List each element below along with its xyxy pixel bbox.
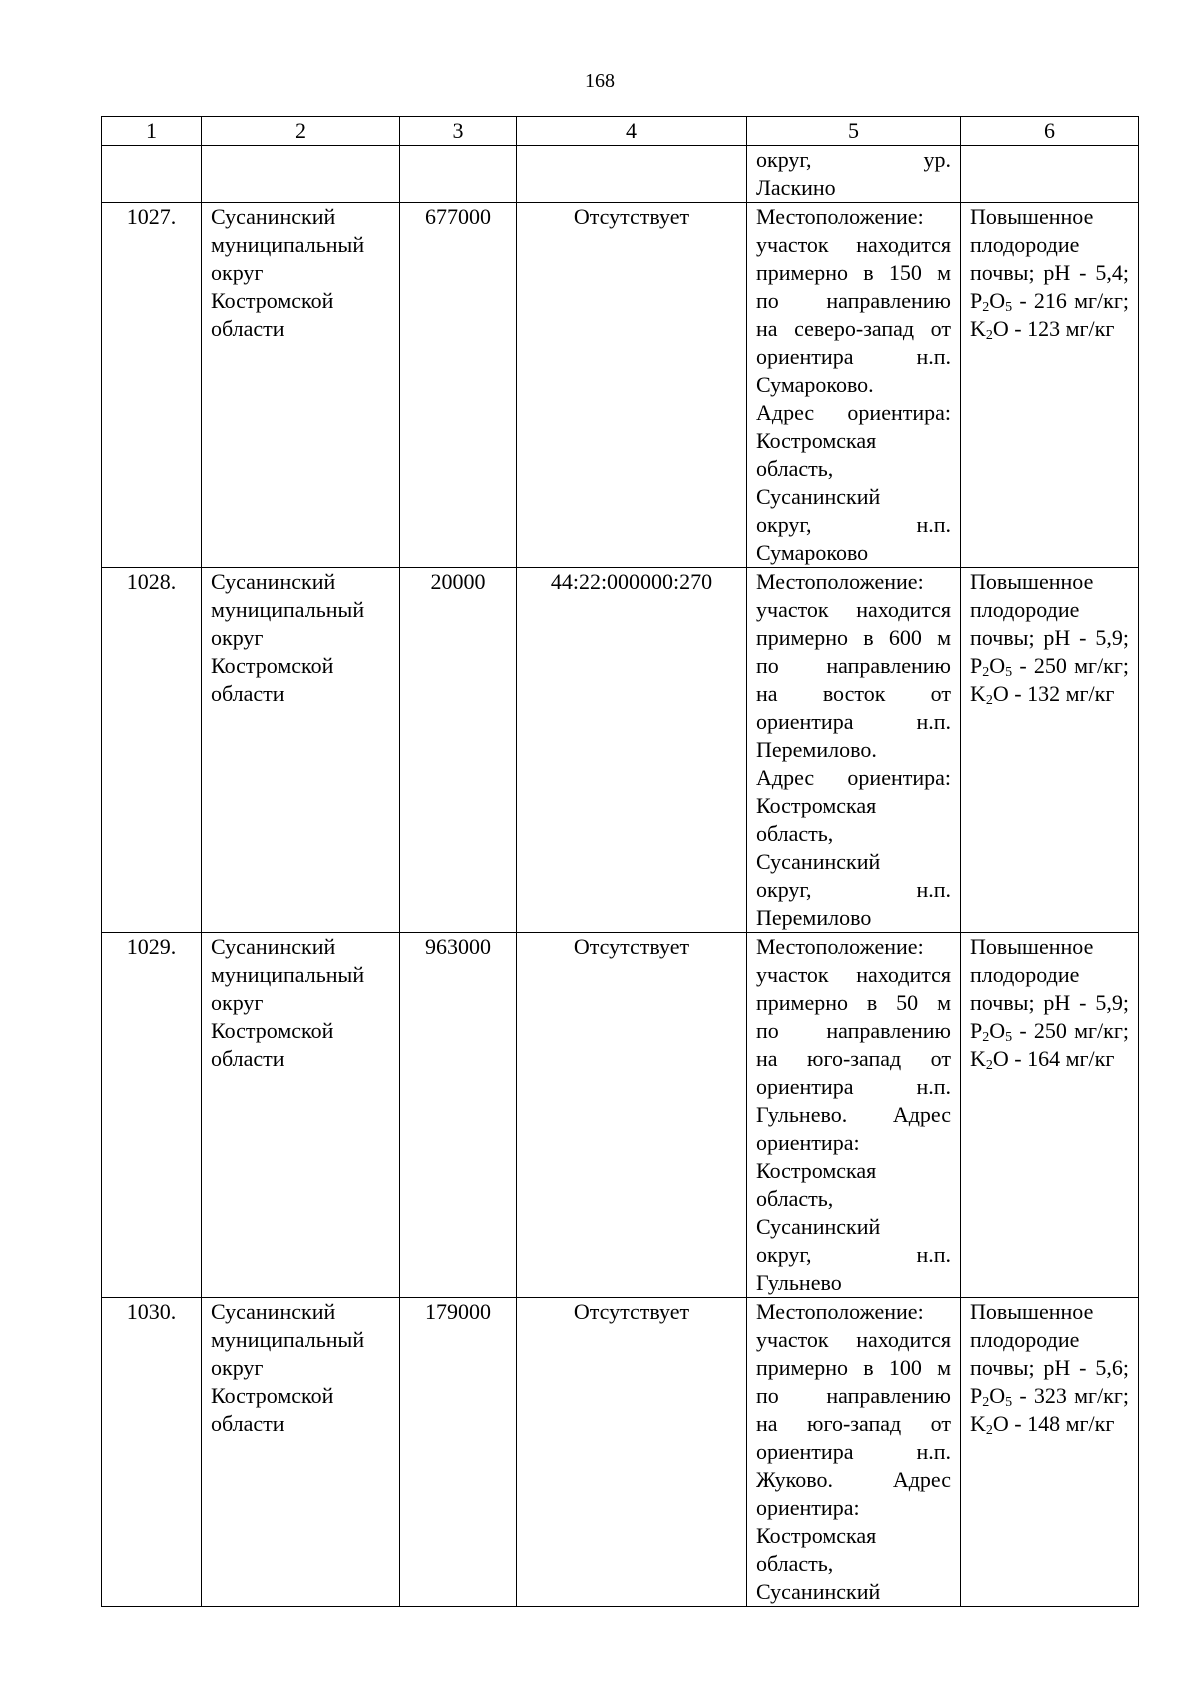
continuation-row bbox=[102, 146, 1139, 203]
location-line: участок находится bbox=[756, 232, 951, 257]
soil-unit: мг/кг bbox=[1074, 1383, 1123, 1408]
location-line: Костромская bbox=[756, 1158, 877, 1183]
column-number-6: 6 bbox=[961, 117, 1139, 146]
district-line: Костромской bbox=[211, 1383, 334, 1408]
location-line: ориентира н.п. bbox=[756, 709, 951, 734]
location-line: Гульнево bbox=[756, 1270, 842, 1295]
table-row bbox=[102, 568, 1139, 933]
district-line: области bbox=[211, 1046, 285, 1071]
row-number-cell: 1029. bbox=[102, 933, 202, 1298]
location-line: на юго-запад от bbox=[756, 1411, 951, 1436]
soil-unit: мг/кг bbox=[1065, 1046, 1115, 1071]
soil-k2o-value: 164 bbox=[1027, 1046, 1061, 1071]
district-cell bbox=[202, 933, 400, 1298]
location-line: Ласкино bbox=[756, 175, 836, 200]
district-line: муниципальный bbox=[211, 232, 365, 257]
district-line: муниципальный bbox=[211, 962, 365, 987]
cadastral-cell bbox=[517, 146, 747, 203]
soil-prefix: Повышенное плодородие почвы; pH - bbox=[970, 934, 1096, 1015]
district-line: округ bbox=[211, 625, 264, 650]
area-cell: 20000 bbox=[400, 568, 517, 933]
location-line: округ, н.п. bbox=[756, 512, 951, 537]
soil-cell: Повышенное плодородие почвы; pH - 5,9; $P_2O_5 - 250$ мг/кг; $K_2O - 164$ мг/кг bbox=[961, 933, 1139, 1298]
cadastral-number-cell: Отсутствует bbox=[517, 933, 747, 1298]
location-line: участок находится bbox=[756, 962, 951, 987]
soil-cell: Повышенное плодородие почвы; pH - 5,9; $P_2O_5 - 250$ мг/кг; $K_2O - 132$ мг/кг bbox=[961, 568, 1139, 933]
area-cell: 179000 bbox=[400, 1298, 517, 1607]
location-line: на восток от bbox=[756, 681, 951, 706]
location-line: участок находится bbox=[756, 597, 951, 622]
location-cell bbox=[747, 146, 961, 203]
district-line: Сусанинский bbox=[211, 1299, 336, 1324]
location-line: по направлению bbox=[756, 653, 951, 678]
location-cell bbox=[747, 933, 961, 1298]
soil-ph-value: 5,6 bbox=[1095, 1355, 1123, 1380]
soil-ph-value: 5,9 bbox=[1095, 625, 1123, 650]
location-line: Адрес ориентира: bbox=[756, 765, 951, 790]
soil-cell bbox=[961, 146, 1139, 203]
location-line: на северо-запад от bbox=[756, 316, 951, 341]
area-cell: 677000 bbox=[400, 203, 517, 568]
location-line: область, bbox=[756, 1551, 834, 1576]
district-line: Костромской bbox=[211, 288, 334, 313]
table-row bbox=[102, 1298, 1139, 1607]
location-line: ориентира: bbox=[756, 1130, 860, 1155]
location-line: Перемилово. bbox=[756, 737, 877, 762]
table-row bbox=[102, 933, 1139, 1298]
soil-p2o5-value: 216 bbox=[1033, 288, 1067, 313]
district-line: Костромской bbox=[211, 653, 334, 678]
location-line: Сумароково bbox=[756, 540, 869, 565]
area-cell bbox=[400, 146, 517, 203]
row-number-cell: 1030. bbox=[102, 1298, 202, 1607]
location-line: ориентира н.п. bbox=[756, 344, 951, 369]
location-line: ориентира н.п. bbox=[756, 1074, 951, 1099]
soil-prefix: Повышенное плодородие почвы; pH - bbox=[970, 1299, 1096, 1380]
num-cell bbox=[102, 146, 202, 203]
district-line: области bbox=[211, 1411, 285, 1436]
location-line: Костромская bbox=[756, 793, 877, 818]
column-number-5: 5 bbox=[747, 117, 961, 146]
district-cell bbox=[202, 568, 400, 933]
location-line: область, bbox=[756, 1186, 834, 1211]
district-line: области bbox=[211, 681, 285, 706]
soil-prefix: Повышенное плодородие почвы; pH - bbox=[970, 204, 1096, 285]
location-line: по направлению bbox=[756, 1018, 951, 1043]
location-line: Местоположение: bbox=[756, 204, 924, 229]
location-line: примерно в 100 м bbox=[756, 1355, 951, 1380]
location-line: примерно в 600 м bbox=[756, 625, 951, 650]
row-number-cell: 1028. bbox=[102, 568, 202, 933]
soil-unit: мг/кг bbox=[1074, 1018, 1123, 1043]
location-line: Перемилово bbox=[756, 905, 872, 930]
page-number: 168 bbox=[585, 70, 615, 92]
soil-prefix: Повышенное плодородие почвы; pH - bbox=[970, 569, 1096, 650]
location-line: Сусанинский bbox=[756, 1579, 881, 1604]
district-line: округ bbox=[211, 1355, 264, 1380]
location-line: участок находится bbox=[756, 1327, 951, 1352]
soil-ph-value: 5,4 bbox=[1095, 260, 1123, 285]
district-line: Костромской bbox=[211, 1018, 334, 1043]
location-line: Костромская bbox=[756, 1523, 877, 1548]
column-number-1: 1 bbox=[102, 117, 202, 146]
location-line: Местоположение: bbox=[756, 934, 924, 959]
column-number-3: 3 bbox=[400, 117, 517, 146]
soil-k2o-value: 123 bbox=[1027, 316, 1061, 341]
location-line: ориентира н.п. bbox=[756, 1439, 951, 1464]
soil-cell: Повышенное плодородие почвы; pH - 5,4; $P_2O_5 - 216$ мг/кг; $K_2O - 123$ мг/кг bbox=[961, 203, 1139, 568]
district-line: Сусанинский bbox=[211, 934, 336, 959]
location-line: ориентира: bbox=[756, 1495, 860, 1520]
column-number-4: 4 bbox=[517, 117, 747, 146]
district-line: муниципальный bbox=[211, 597, 365, 622]
district-cell bbox=[202, 203, 400, 568]
location-cell bbox=[747, 1298, 961, 1607]
district-line: округ bbox=[211, 260, 264, 285]
soil-unit: мг/кг bbox=[1065, 681, 1115, 706]
column-number-2: 2 bbox=[202, 117, 400, 146]
district-line: Сусанинский bbox=[211, 204, 336, 229]
soil-p2o5-value: 250 bbox=[1033, 653, 1067, 678]
location-line: примерно в 50 м bbox=[756, 990, 951, 1015]
cadastral-number-cell: 44:22:000000:270 bbox=[517, 568, 747, 933]
area-cell: 963000 bbox=[400, 933, 517, 1298]
soil-p2o5-value: 323 bbox=[1033, 1383, 1067, 1408]
location-line: на юго-запад от bbox=[756, 1046, 951, 1071]
location-line: Сусанинский bbox=[756, 484, 881, 509]
district-line: муниципальный bbox=[211, 1327, 365, 1352]
district-cell bbox=[202, 1298, 400, 1607]
location-line: Местоположение: bbox=[756, 569, 924, 594]
cadastral-number-cell: Отсутствует bbox=[517, 203, 747, 568]
location-line: округ, н.п. bbox=[756, 877, 951, 902]
location-line: по направлению bbox=[756, 1383, 951, 1408]
location-line: округ, н.п. bbox=[756, 1242, 951, 1267]
land-plots-table bbox=[101, 116, 1139, 1607]
soil-unit: мг/кг bbox=[1074, 288, 1123, 313]
table-row bbox=[102, 203, 1139, 568]
cadastral-number-cell: Отсутствует bbox=[517, 1298, 747, 1607]
soil-k2o-value: 132 bbox=[1027, 681, 1061, 706]
district-line: округ bbox=[211, 990, 264, 1015]
location-line: Сумароково. bbox=[756, 372, 874, 397]
soil-p2o5-value: 250 bbox=[1033, 1018, 1067, 1043]
soil-k2o-value: 148 bbox=[1027, 1411, 1061, 1436]
location-line: Сусанинский bbox=[756, 849, 881, 874]
location-line: Адрес ориентира: bbox=[756, 400, 951, 425]
location-line: область, bbox=[756, 456, 834, 481]
location-line: Гульнево. Адрес bbox=[756, 1102, 951, 1127]
location-line: округ, ур. bbox=[756, 147, 951, 172]
district-line: Сусанинский bbox=[211, 569, 336, 594]
location-line: по направлению bbox=[756, 288, 951, 313]
soil-unit: мг/кг bbox=[1074, 653, 1123, 678]
row-number-cell: 1027. bbox=[102, 203, 202, 568]
location-cell bbox=[747, 568, 961, 933]
location-line: примерно в 150 м bbox=[756, 260, 951, 285]
district-cell bbox=[202, 146, 400, 203]
location-line: Костромская bbox=[756, 428, 877, 453]
district-line: области bbox=[211, 316, 285, 341]
soil-cell: Повышенное плодородие почвы; pH - 5,6; $P_2O_5 - 323$ мг/кг; $K_2O - 148$ мг/кг bbox=[961, 1298, 1139, 1607]
location-line: область, bbox=[756, 821, 834, 846]
soil-ph-value: 5,9 bbox=[1095, 990, 1123, 1015]
soil-unit: мг/кг bbox=[1065, 1411, 1115, 1436]
soil-unit: мг/кг bbox=[1065, 316, 1115, 341]
location-cell bbox=[747, 203, 961, 568]
location-line: Местоположение: bbox=[756, 1299, 924, 1324]
location-line: Жуково. Адрес bbox=[756, 1467, 951, 1492]
location-line: Сусанинский bbox=[756, 1214, 881, 1239]
column-number-row bbox=[102, 117, 1139, 146]
